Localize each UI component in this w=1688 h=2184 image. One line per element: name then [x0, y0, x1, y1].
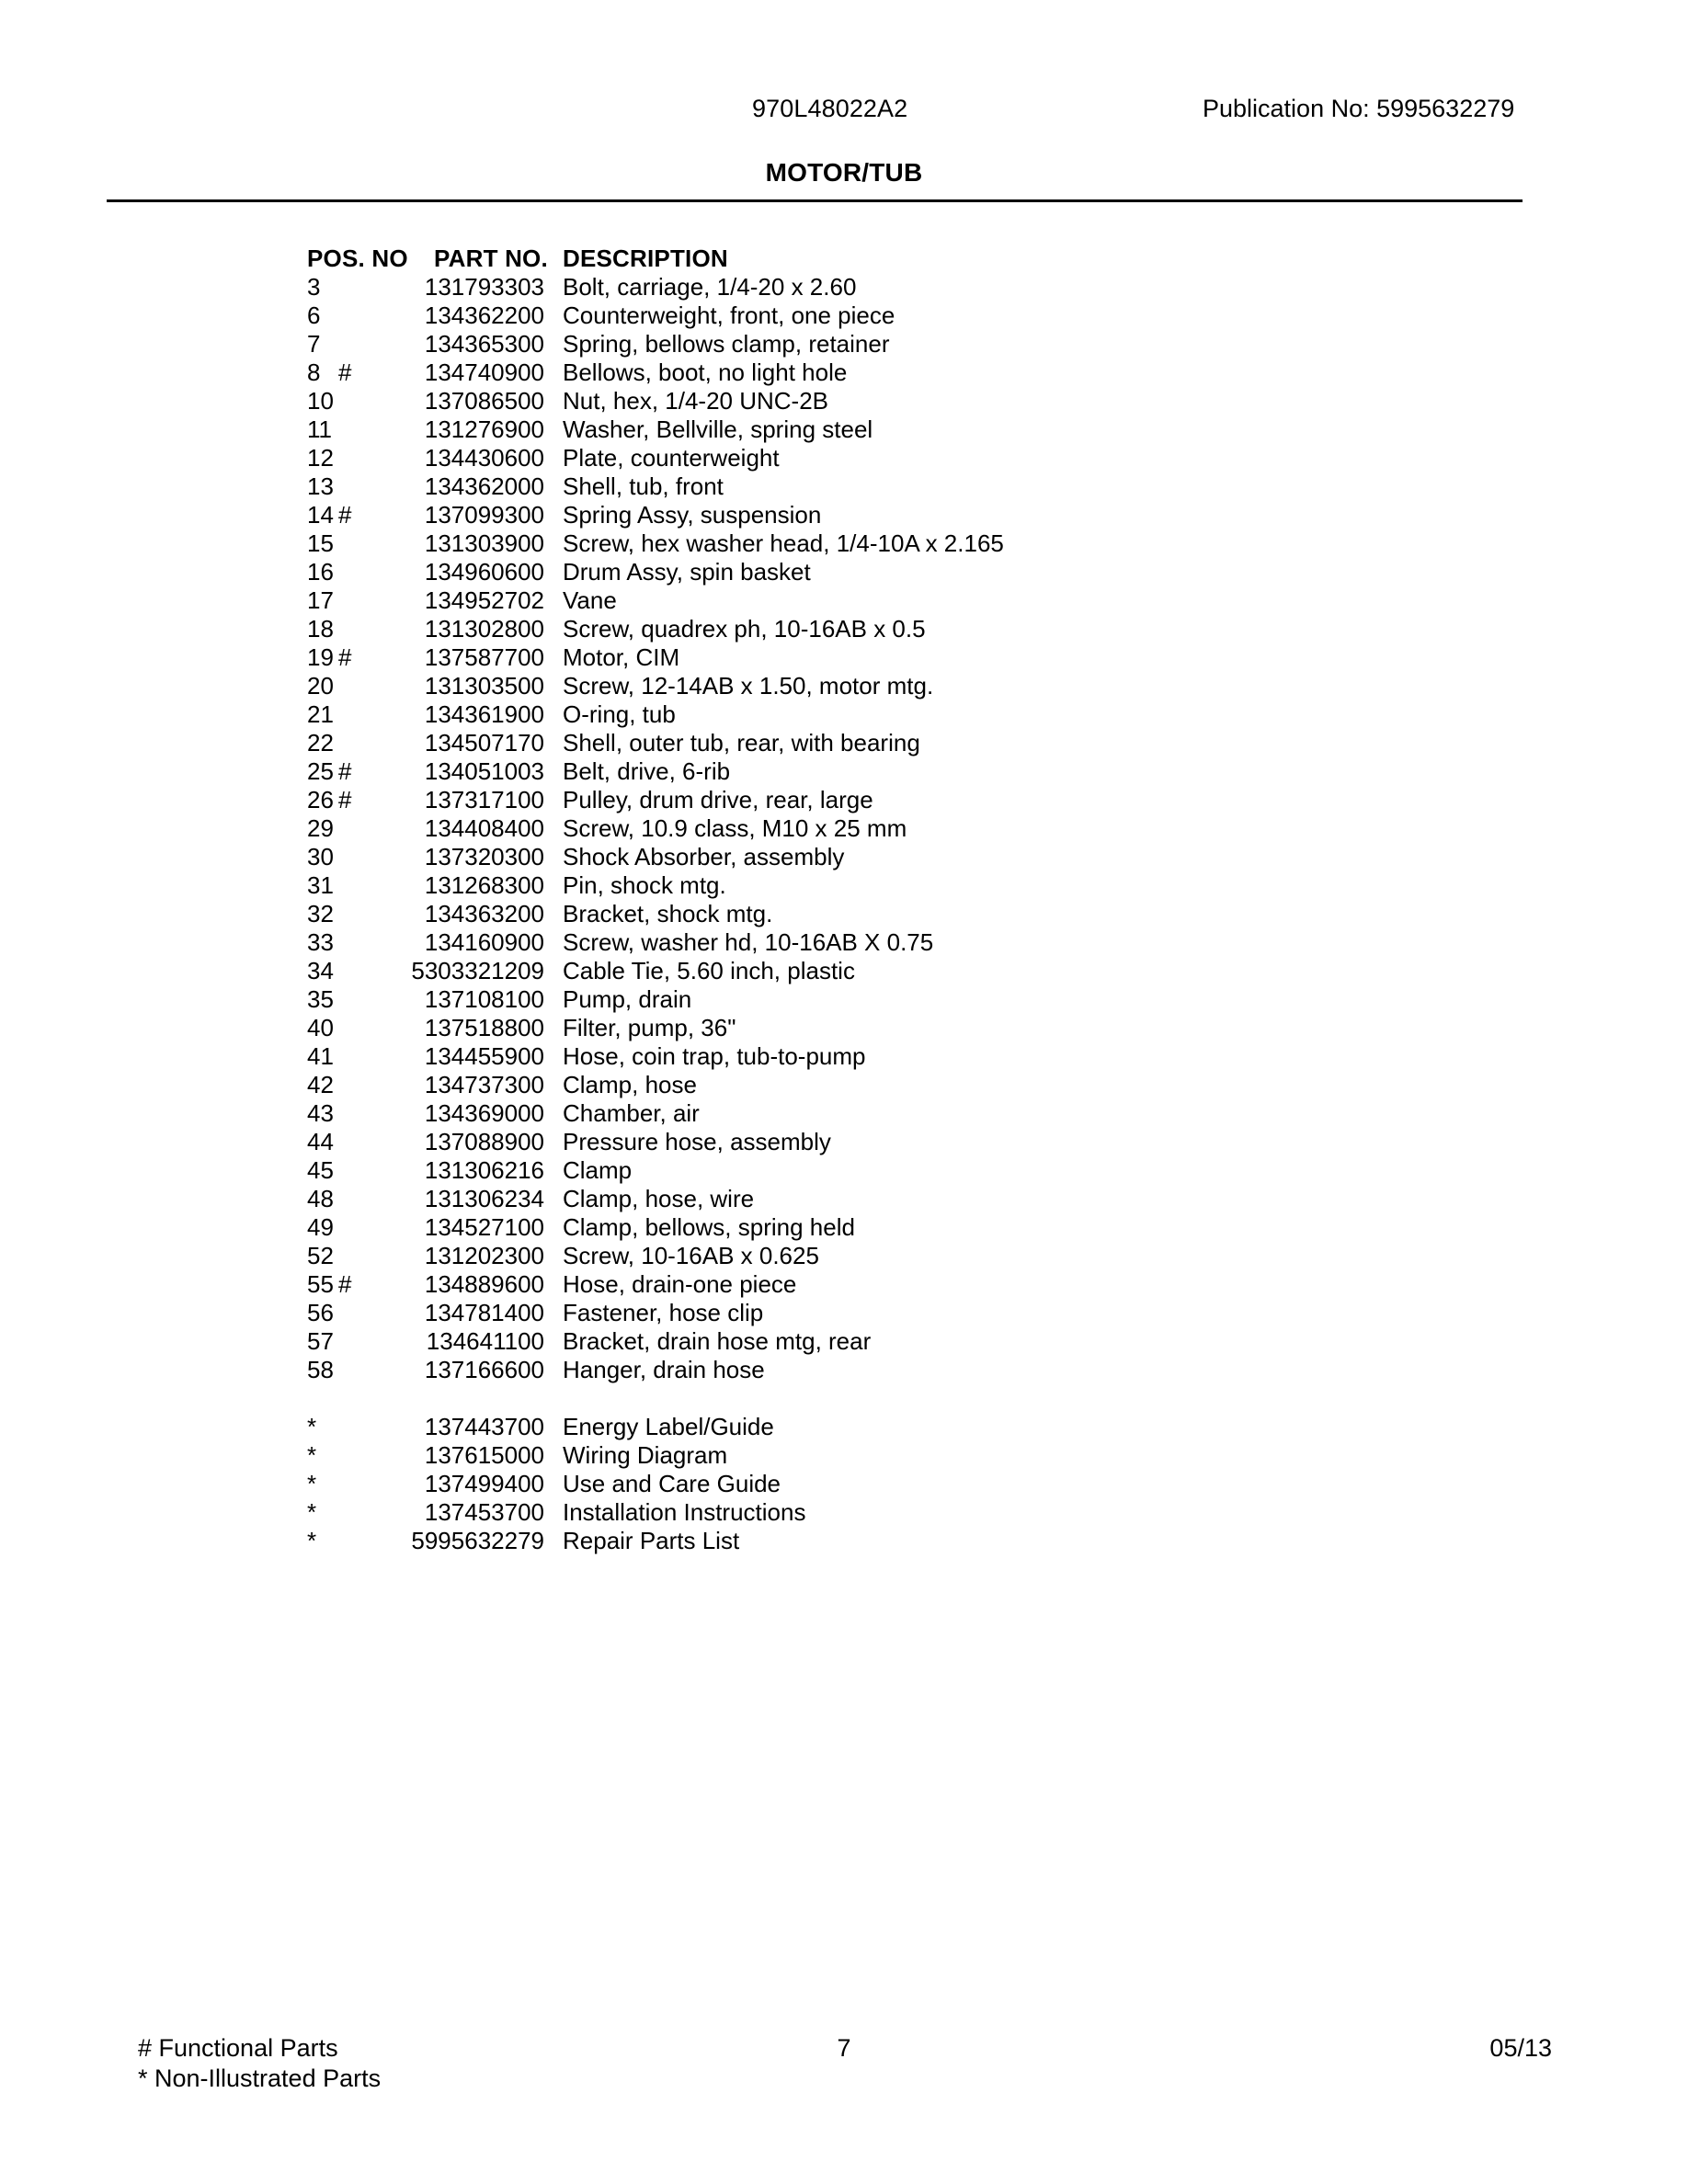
table-body: [0, 273, 1688, 1555]
cell-description: Clamp, hose: [563, 1071, 697, 1098]
table-row: [0, 1299, 1688, 1327]
cell-description: Vane: [563, 586, 617, 614]
cell-part-no: 134455900: [424, 1042, 544, 1070]
cell-part-no: 134051003: [424, 757, 544, 785]
cell-pos-no: 31: [307, 871, 334, 899]
cell-pos-no: 48: [307, 1185, 334, 1212]
cell-part-no: 137443700: [424, 1413, 544, 1440]
cell-description: Bolt, carriage, 1/4-20 x 2.60: [563, 273, 857, 301]
cell-part-no: 137099300: [424, 501, 544, 529]
cell-part-no: 134160900: [424, 928, 544, 956]
functional-part-marker: #: [338, 501, 352, 529]
table-row: [0, 301, 1688, 330]
cell-pos-no: 12: [307, 444, 334, 472]
cell-description: Repair Parts List: [563, 1527, 740, 1554]
cell-part-no: 134408400: [424, 814, 544, 842]
table-row: [0, 672, 1688, 700]
cell-pos-no: 16: [307, 558, 334, 586]
table-row: [0, 1498, 1688, 1527]
legend-functional-parts: # Functional Parts: [138, 2034, 338, 2062]
table-row: [0, 615, 1688, 643]
cell-pos-no: 44: [307, 1128, 334, 1155]
cell-pos-no: 18: [307, 615, 334, 643]
cell-part-no: 134365300: [424, 330, 544, 358]
page-footer: [0, 2033, 1688, 2116]
cell-part-no: 134527100: [424, 1213, 544, 1241]
table-row: [0, 330, 1688, 358]
cell-pos-no: 41: [307, 1042, 334, 1070]
cell-pos-no: 13: [307, 472, 334, 500]
cell-description: Belt, drive, 6-rib: [563, 757, 731, 785]
legend-non-illustrated-parts: * Non-Illustrated Parts: [138, 2065, 382, 2092]
table-row: [0, 1270, 1688, 1299]
cell-pos-no: 45: [307, 1156, 334, 1184]
cell-pos-no: 29: [307, 814, 334, 842]
cell-pos-no: *: [307, 1527, 317, 1554]
cell-description: Pump, drain: [563, 985, 692, 1013]
cell-description: Clamp: [563, 1156, 633, 1184]
cell-description: Screw, washer hd, 10-16AB X 0.75: [563, 928, 934, 956]
cell-description: Hanger, drain hose: [563, 1356, 765, 1383]
table-row: [0, 1470, 1688, 1498]
table-header-row: [0, 245, 1688, 273]
table-row: [0, 1014, 1688, 1042]
cell-description: Bracket, drain hose mtg, rear: [563, 1327, 872, 1355]
cell-part-no: 137317100: [424, 786, 544, 813]
cell-part-no: 137320300: [424, 843, 544, 870]
cell-pos-no: 21: [307, 700, 334, 728]
table-row: [0, 985, 1688, 1014]
cell-description: Clamp, hose, wire: [563, 1185, 755, 1212]
cell-pos-no: 11: [307, 415, 332, 443]
table-row: [0, 1156, 1688, 1185]
cell-pos-no: 19: [307, 643, 334, 671]
table-row: [0, 1242, 1688, 1270]
table-row: [0, 358, 1688, 387]
header-divider: [107, 199, 1523, 202]
cell-description: Pressure hose, assembly: [563, 1128, 831, 1155]
cell-part-no: 131306234: [424, 1185, 544, 1212]
table-row: [0, 1185, 1688, 1213]
cell-pos-no: 35: [307, 985, 334, 1013]
table-row: [0, 700, 1688, 729]
cell-part-no: 131303500: [424, 672, 544, 700]
publication-number: Publication No: 5995632279: [1203, 95, 1515, 122]
cell-description: Drum Assy, spin basket: [563, 558, 811, 586]
cell-part-no: 137615000: [424, 1441, 544, 1469]
cell-part-no: 134952702: [424, 586, 544, 614]
cell-description: Screw, 12-14AB x 1.50, motor mtg.: [563, 672, 934, 700]
cell-description: Hose, coin trap, tub-to-pump: [563, 1042, 866, 1070]
table-row: [0, 1413, 1688, 1441]
functional-part-marker: #: [338, 643, 352, 671]
cell-pos-no: 32: [307, 900, 334, 927]
cell-pos-no: 3: [307, 273, 321, 301]
column-header-part-no: PART NO.: [434, 245, 548, 272]
table-row-spacer: [0, 1384, 1688, 1413]
cell-pos-no: 6: [307, 301, 321, 329]
cell-part-no: 134889600: [424, 1270, 544, 1298]
cell-pos-no: 7: [307, 330, 321, 358]
cell-part-no: 131302800: [424, 615, 544, 643]
table-row: [0, 1441, 1688, 1470]
cell-pos-no: 33: [307, 928, 334, 956]
cell-description: Fastener, hose clip: [563, 1299, 764, 1326]
cell-pos-no: 55: [307, 1270, 334, 1298]
table-row: [0, 387, 1688, 415]
table-row: [0, 1042, 1688, 1071]
cell-pos-no: 8: [307, 358, 321, 386]
cell-part-no: 137499400: [424, 1470, 544, 1497]
table-row: [0, 1128, 1688, 1156]
cell-description: Counterweight, front, one piece: [563, 301, 895, 329]
cell-part-no: 131202300: [424, 1242, 544, 1269]
cell-pos-no: 56: [307, 1299, 334, 1326]
cell-description: Shell, tub, front: [563, 472, 724, 500]
cell-pos-no: 52: [307, 1242, 334, 1269]
cell-description: Bracket, shock mtg.: [563, 900, 773, 927]
cell-description: Pin, shock mtg.: [563, 871, 726, 899]
cell-part-no: 131268300: [424, 871, 544, 899]
table-row: [0, 558, 1688, 586]
cell-part-no: 5995632279: [411, 1527, 544, 1554]
table-row: [0, 472, 1688, 501]
table-row: [0, 928, 1688, 957]
table-row: [0, 1527, 1688, 1555]
cell-description: Nut, hex, 1/4-20 UNC-2B: [563, 387, 829, 415]
functional-part-marker: #: [338, 358, 352, 386]
cell-part-no: 137453700: [424, 1498, 544, 1526]
cell-pos-no: *: [307, 1413, 317, 1440]
cell-description: Washer, Bellville, spring steel: [563, 415, 873, 443]
cell-part-no: 5303321209: [411, 957, 544, 984]
cell-description: O-ring, tub: [563, 700, 676, 728]
table-row: [0, 586, 1688, 615]
column-header-description: DESCRIPTION: [563, 245, 728, 272]
cell-pos-no: 22: [307, 729, 334, 756]
revision-date: 05/13: [1489, 2034, 1552, 2062]
cell-description: Pulley, drum drive, rear, large: [563, 786, 873, 813]
cell-pos-no: 20: [307, 672, 334, 700]
cell-description: Plate, counterweight: [563, 444, 780, 472]
page-number: 7: [837, 2034, 851, 2062]
cell-description: Clamp, bellows, spring held: [563, 1213, 855, 1241]
cell-pos-no: 40: [307, 1014, 334, 1041]
table-row: [0, 1356, 1688, 1384]
cell-description: Wiring Diagram: [563, 1441, 728, 1469]
table-row: [0, 1213, 1688, 1242]
cell-description: Shock Absorber, assembly: [563, 843, 845, 870]
page-title: MOTOR/TUB: [765, 158, 923, 187]
cell-pos-no: 43: [307, 1099, 334, 1127]
model-number: 970L48022A2: [752, 95, 908, 122]
cell-description: Spring, bellows clamp, retainer: [563, 330, 890, 358]
table-row: [0, 814, 1688, 843]
cell-description: Shell, outer tub, rear, with bearing: [563, 729, 920, 756]
table-row: [0, 757, 1688, 786]
column-header-pos-no: POS. NO: [307, 245, 408, 272]
cell-description: Bellows, boot, no light hole: [563, 358, 848, 386]
functional-part-marker: #: [338, 786, 352, 813]
cell-part-no: 134641100: [426, 1327, 544, 1355]
cell-description: Screw, 10.9 class, M10 x 25 mm: [563, 814, 907, 842]
cell-part-no: 134740900: [424, 358, 544, 386]
table-row: [0, 843, 1688, 871]
cell-description: Installation Instructions: [563, 1498, 806, 1526]
cell-description: Energy Label/Guide: [563, 1413, 774, 1440]
cell-pos-no: 26: [307, 786, 334, 813]
cell-description: Use and Care Guide: [563, 1470, 781, 1497]
table-row: [0, 1327, 1688, 1356]
cell-part-no: 131306216: [424, 1156, 544, 1184]
cell-part-no: 137518800: [424, 1014, 544, 1041]
cell-pos-no: 10: [307, 387, 334, 415]
cell-pos-no: 25: [307, 757, 334, 785]
cell-pos-no: 42: [307, 1071, 334, 1098]
cell-part-no: 137088900: [424, 1128, 544, 1155]
cell-part-no: 134737300: [424, 1071, 544, 1098]
cell-pos-no: 14: [307, 501, 334, 529]
table-row: [0, 444, 1688, 472]
cell-part-no: 131276900: [424, 415, 544, 443]
parts-table: [0, 245, 1688, 1555]
table-row: [0, 529, 1688, 558]
cell-description: Chamber, air: [563, 1099, 700, 1127]
table-row: [0, 1099, 1688, 1128]
cell-pos-no: *: [307, 1441, 317, 1469]
cell-part-no: 134430600: [424, 444, 544, 472]
cell-description: Screw, quadrex ph, 10-16AB x 0.5: [563, 615, 926, 643]
table-row: [0, 643, 1688, 672]
cell-part-no: 137086500: [424, 387, 544, 415]
cell-pos-no: *: [307, 1470, 317, 1497]
cell-description: Cable Tie, 5.60 inch, plastic: [563, 957, 855, 984]
table-row: [0, 1071, 1688, 1099]
table-row: [0, 501, 1688, 529]
cell-description: Screw, hex washer head, 1/4-10A x 2.165: [563, 529, 1004, 557]
table-row: [0, 729, 1688, 757]
table-row: [0, 415, 1688, 444]
cell-description: Screw, 10-16AB x 0.625: [563, 1242, 819, 1269]
cell-part-no: 134362200: [424, 301, 544, 329]
cell-pos-no: *: [307, 1498, 317, 1526]
cell-part-no: 134507170: [424, 729, 544, 756]
cell-description: Spring Assy, suspension: [563, 501, 822, 529]
cell-pos-no: 17: [307, 586, 334, 614]
cell-pos-no: 34: [307, 957, 334, 984]
table-row: [0, 871, 1688, 900]
cell-pos-no: 49: [307, 1213, 334, 1241]
cell-part-no: 137587700: [424, 643, 544, 671]
functional-part-marker: #: [338, 757, 352, 785]
cell-part-no: 134362000: [424, 472, 544, 500]
cell-part-no: 131303900: [424, 529, 544, 557]
table-row: [0, 273, 1688, 301]
cell-description: Motor, CIM: [563, 643, 680, 671]
functional-part-marker: #: [338, 1270, 352, 1298]
cell-part-no: 134781400: [424, 1299, 544, 1326]
cell-part-no: 131793303: [424, 273, 544, 301]
table-row: [0, 900, 1688, 928]
table-row: [0, 786, 1688, 814]
cell-description: Filter, pump, 36": [563, 1014, 736, 1041]
cell-pos-no: 58: [307, 1356, 334, 1383]
cell-pos-no: 30: [307, 843, 334, 870]
cell-part-no: 134960600: [424, 558, 544, 586]
table-row: [0, 957, 1688, 985]
cell-pos-no: 57: [307, 1327, 334, 1355]
cell-part-no: 134361900: [424, 700, 544, 728]
cell-part-no: 137166600: [424, 1356, 544, 1383]
cell-part-no: 134363200: [424, 900, 544, 927]
cell-pos-no: 15: [307, 529, 334, 557]
cell-description: Hose, drain-one piece: [563, 1270, 797, 1298]
cell-part-no: 137108100: [424, 985, 544, 1013]
cell-part-no: 134369000: [424, 1099, 544, 1127]
